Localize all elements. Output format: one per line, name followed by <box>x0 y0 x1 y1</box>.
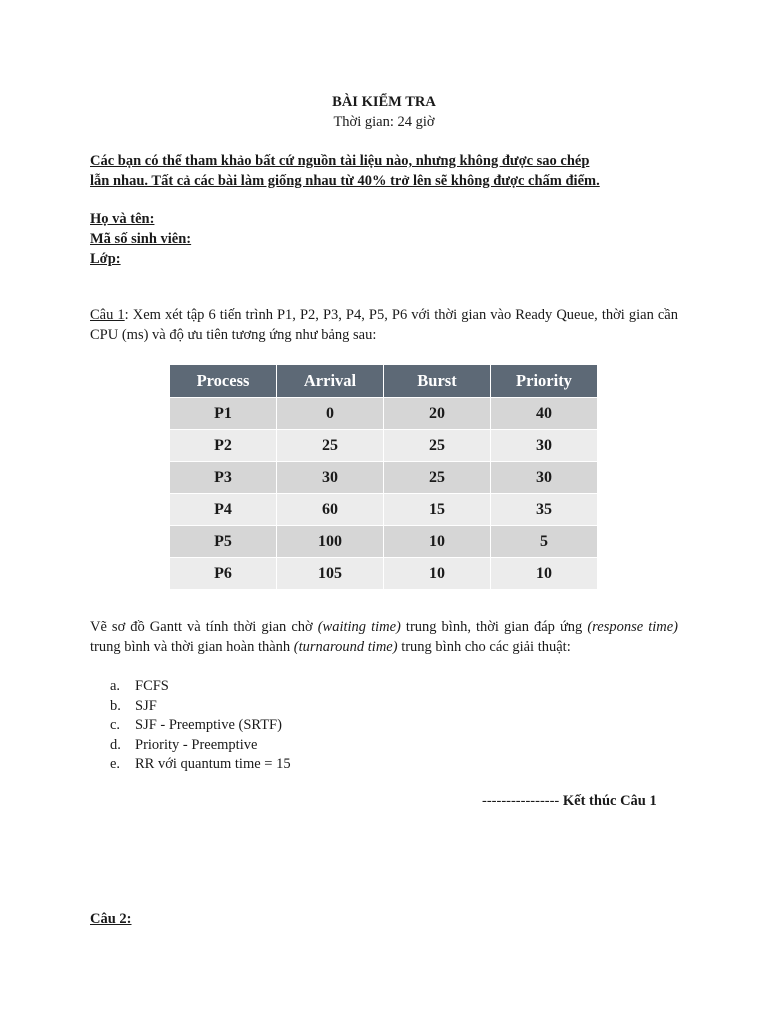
table-row <box>170 398 598 430</box>
response-time-term: (response time) <box>587 619 679 635</box>
instruction-part-4: trung bình cho các giải thuật: <box>397 638 571 655</box>
end-dashes: ---------------- <box>482 793 560 809</box>
list-item <box>110 677 291 697</box>
table-cell: P1 <box>170 398 277 430</box>
header-arrival: Arrival <box>277 365 384 398</box>
notice-line-1: Các bạn có thể tham khảo bất cứ nguồn tài liệu nào, nhưng không được sao chép <box>90 153 590 169</box>
table-cell: P5 <box>170 526 277 558</box>
instruction-part-3: trung bình và thời gian hoàn thành <box>90 638 294 655</box>
list-item <box>110 697 291 717</box>
list-marker: b. <box>110 697 121 714</box>
table-cell: 10 <box>491 558 598 590</box>
table-cell: 25 <box>384 462 491 494</box>
table-cell: 20 <box>384 398 491 430</box>
plagiarism-notice <box>90 152 680 191</box>
algorithm-name: Priority - Preemptive <box>135 736 258 753</box>
algorithm-name: SJF - Preemptive (SRTF) <box>135 717 282 733</box>
end-text: Kết thúc Câu 1 <box>562 793 657 809</box>
list-item <box>110 736 291 756</box>
question-1-label: Câu 1 <box>90 307 125 323</box>
question-1-intro <box>90 306 678 345</box>
table-cell: 35 <box>491 494 598 526</box>
instruction-part-2: trung bình, thời gian đáp ứng <box>400 619 588 635</box>
table-cell: 10 <box>384 526 491 558</box>
question-2-label: Câu 2: <box>90 911 132 927</box>
table-cell: 5 <box>491 526 598 558</box>
list-item <box>110 755 291 775</box>
list-marker: c. <box>110 717 121 733</box>
table-cell: P3 <box>170 462 277 494</box>
table-cell: P2 <box>170 430 277 462</box>
instruction-part-1: Vẽ sơ đồ Gantt và tính thời gian chờ <box>90 619 318 635</box>
list-marker: a. <box>110 678 121 694</box>
table-row <box>170 526 598 558</box>
notice-line-2: lẫn nhau. Tất cả các bài làm giống nhau từ 40% trở lên sẽ không được chấm điểm. <box>90 172 600 189</box>
table-cell: 40 <box>491 398 598 430</box>
algorithm-name: RR với quantum time = 15 <box>135 756 291 772</box>
question-1-end <box>482 792 657 812</box>
table-row <box>170 558 598 590</box>
table-cell: 25 <box>277 430 384 462</box>
algorithm-list <box>110 677 291 775</box>
table-cell: 0 <box>277 398 384 430</box>
waiting-time-term: (waiting time) <box>317 619 401 635</box>
table-row <box>170 430 598 462</box>
name-label: Họ và tên: <box>90 211 155 227</box>
table-cell: 10 <box>384 558 491 590</box>
class-label: Lớp: <box>90 251 121 267</box>
algorithm-name: SJF <box>135 697 157 714</box>
table-cell: 105 <box>277 558 384 590</box>
table-cell: 60 <box>277 494 384 526</box>
list-marker: e. <box>110 756 121 772</box>
list-item <box>110 716 291 736</box>
table-cell: P4 <box>170 494 277 526</box>
algorithm-name: FCFS <box>135 678 169 694</box>
header-process: Process <box>170 365 277 398</box>
table-cell: 100 <box>277 526 384 558</box>
table-cell: 30 <box>277 462 384 494</box>
table-cell: P6 <box>170 558 277 590</box>
student-info <box>90 210 191 270</box>
table-cell: 25 <box>384 430 491 462</box>
table-cell: 30 <box>491 462 598 494</box>
student-id-label: Mã số sinh viên: <box>90 231 192 247</box>
question-1-text: : Xem xét tập 6 tiến trình P1, P2, P3, P4, P5, P6 với thời gian vào Ready Queue, thời gian cần CPU (ms) và độ ưu tiên tương ứng như bảng sau: <box>90 307 678 343</box>
table-cell: 30 <box>491 430 598 462</box>
turnaround-time-term: (turnaround time) <box>293 638 398 655</box>
table-row <box>170 494 598 526</box>
process-table <box>169 364 598 590</box>
header-burst: Burst <box>384 365 491 398</box>
list-marker: d. <box>110 736 121 753</box>
question-1-instruction <box>90 618 678 657</box>
exam-title: BÀI KIỂM TRA <box>332 94 436 110</box>
exam-duration: Thời gian: 24 giờ <box>333 114 435 130</box>
table-row <box>170 462 598 494</box>
table-header-row <box>170 365 598 398</box>
header-priority: Priority <box>491 365 598 398</box>
table-cell: 15 <box>384 494 491 526</box>
